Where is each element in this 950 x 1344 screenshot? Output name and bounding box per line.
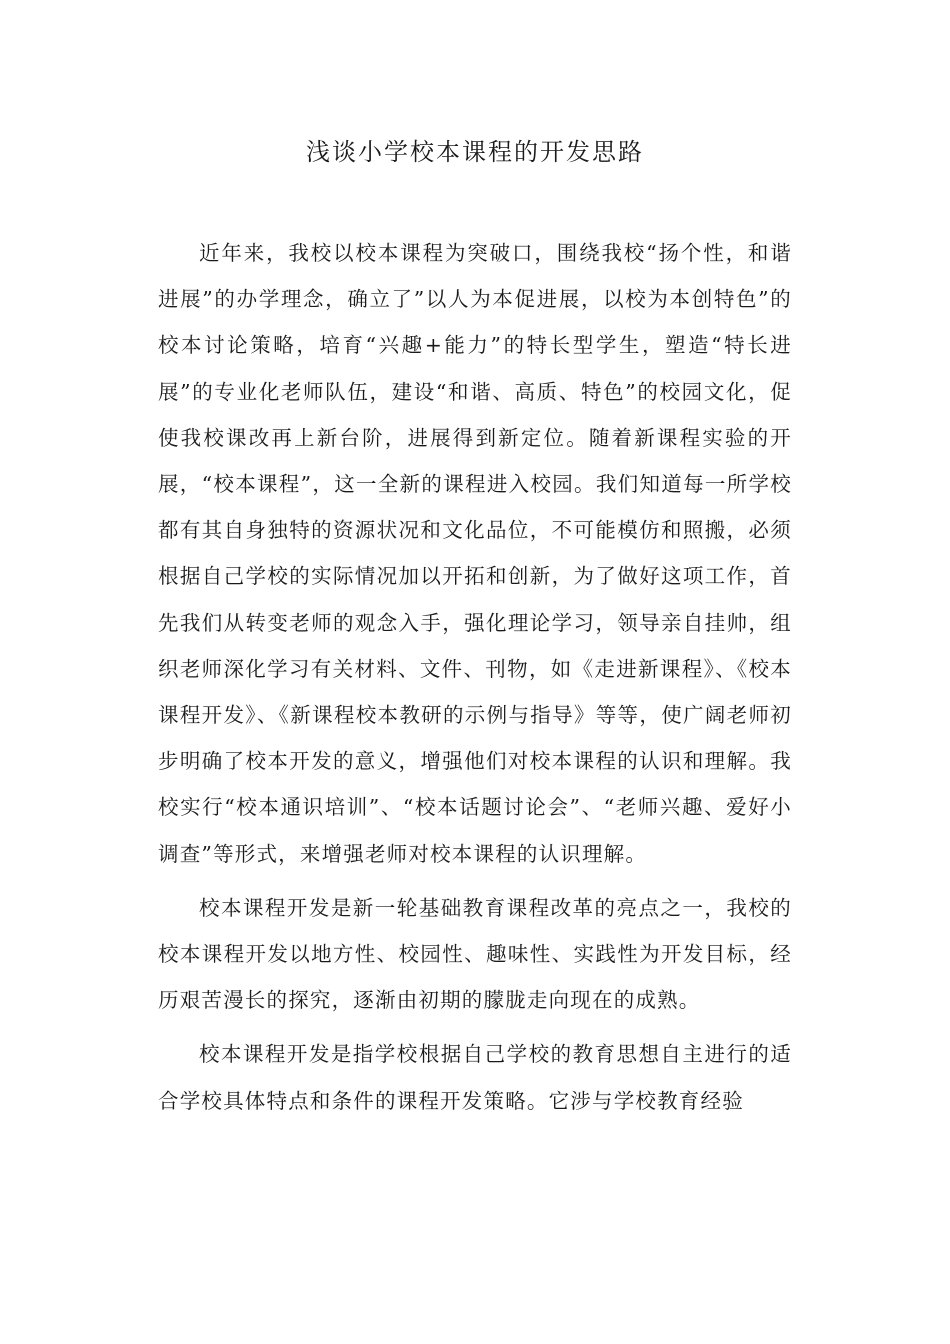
paragraph-3: 校本课程开发是指学校根据自己学校的教育思想自主进行的适合学校具体特点和条件的课程开发策略。它涉与学校教育经验 [158,1042,792,1113]
document-body [158,230,792,1132]
paragraph-2: 校本课程开发是新一轮基础教育课程改革的亮点之一，我校的校本课程开发以地方性、校园性、趣味性、实践性为开发目标，经历艰苦漫长的探究，逐渐由初期的朦胧走向现在的成熟。 [158,895,792,1013]
paragraph-1: 近年来，我校以校本课程为突破口，围绕我校“扬个性，和谐进展”的办学理念，确立了”以人为本促进展，以校为本创特色”的校本讨论策略，培育“兴趣+能力”的特长型学生，塑造“特长进展”的专业化老师队伍，建设“和谐、高质、特色”的校园文化，促使我校课改再上新台阶，进展得到新定位。随着新课程实验的开展，“校本课程”，这一全新的课程进入校园。我们知道每一所学校都有其自身独特的资源状况和文化品位，不可能模仿和照搬，必须根据自己学校的实际情况加以开拓和创新，为了做好这项工作，首先我们从转变老师的观念入手，强化理论学习，领导亲自挂帅，组织老师深化学习有关材料、文件、刊物，如《走进新课程》、《校本课程开发》、《新课程校本教研的示例与指导》等等，使广阔老师初步明确了校本开发的意义，增强他们对校本课程的认识和理解。我校实行“校本通识培训”、“校本话题讨论会”、“老师兴趣、爱好小调查”等形式，来增强老师对校本课程的认识理解。 [158,241,792,866]
document-title: 浅谈小学校本课程的开发思路 [306,138,644,166]
